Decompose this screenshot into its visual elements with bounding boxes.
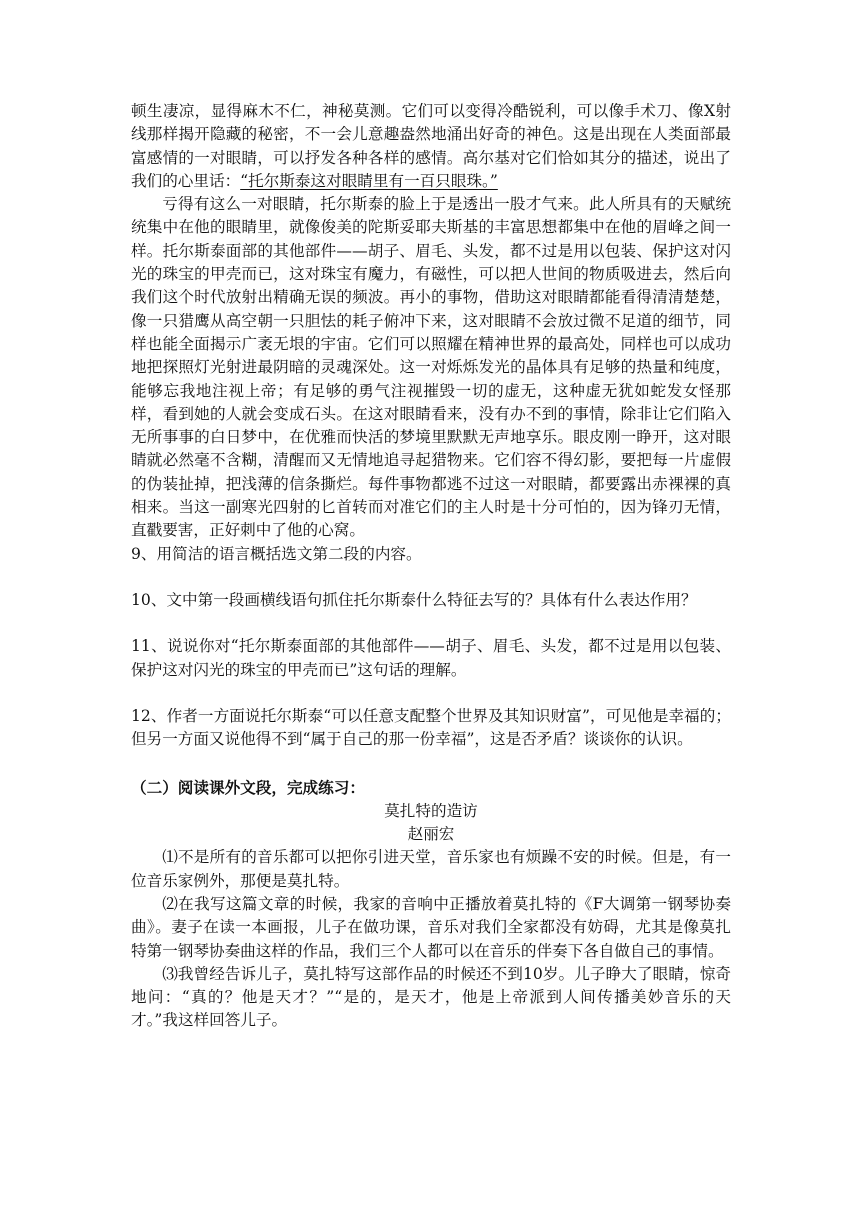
article-paragraph-2: ⑵在我写这篇文章的时候，我家的音响中正播放着莫扎特的《F大调第一钢琴协奏曲》。妻子在读一本画报，儿子在做功课，音乐对我们全家都没有妨碍，尤其是像莫扎特第一钢琴协奏曲这样的作品，我们三个人都可以在音乐的伴奏下各自做自己的事情。 xyxy=(131,894,731,960)
passage-paragraph-1 xyxy=(131,100,731,193)
article-paragraph-3: ⑶我曾经告诉儿子，莫扎特写这部作品的时候还不到10岁。儿子睁大了眼睛，惊奇地问：“真的？他是天才？”“是的，是天才，他是上帝派到人间传播美妙音乐的天才。”我这样回答儿子。 xyxy=(131,964,731,1030)
article-paragraph-1: ⑴不是所有的音乐都可以把你引进天堂，音乐家也有烦躁不安的时候。但是，有一位音乐家例外，那便是莫扎特。 xyxy=(131,848,731,890)
question-9: 9、用简洁的语言概括选文第二段的内容。 xyxy=(131,544,422,563)
answer-space xyxy=(131,682,731,705)
document-page xyxy=(131,100,731,1033)
section-heading: （二）阅读课外文段，完成练习： xyxy=(131,778,365,798)
passage-paragraph-2: 亏得有这么一对眼睛，托尔斯泰的脸上于是透出一股才气来。此人所具有的天赋统统集中在他的眼睛里，就像俊美的陀斯妥耶夫斯基的丰富思想都集中在他的眉峰之间一样。托尔斯泰面部的其他部件——胡子、眉毛、头发，都不过是用以包装、保护这对闪光的珠宝的甲壳而已，这对珠宝有魔力，有磁性，可以把人世间的物质吸进去，然后向我们这个时代放射出精确无误的频波。再小的事物，借助这对眼睛都能看得清清楚楚，像一只猎鹰从高空朝一只胆怯的耗子俯冲下来，这对眼睛不会放过微不足道的细节，同样也能全面揭示广袤无垠的宇宙。它们可以照耀在精神世界的最高处，同样也可以成功地把探照灯光射进最阴暗的灵魂深处。这一对烁烁发光的晶体具有足够的热量和纯度，能够忘我地注视上帝；有足够的勇气注视摧毁一切的虚无，这种虚无犹如蛇发女怪那样，看到她的人就会变成石头。在这对眼睛看来，没有办不到的事情，除非让它们陷入无所事事的白日梦中，在优雅而快活的梦境里默默无声地享乐。眼皮刚一睁开，这对眼睛就必然毫不含糊，清醒而又无情地追寻起猎物来。它们容不得幻影，要把每一片虚假的伪装扯掉，把浅薄的信条撕烂。每件事物都逃不过这一对眼睛，都要露出赤裸裸的真相来。当这一副寒光四射的匕首转而对准它们的主人时是十分可怕的，因为锋刃无情，直戳要害，正好刺中了他的心窝。 xyxy=(131,195,731,540)
paragraph-text: 顿生凄凉，显得麻木不仁，神秘莫测。它们可以变得冷酷锐利，可以像手术刀、像X射线那样揭开隐藏的秘密，不一会儿意趣盎然地涌出好奇的神色。这是出现在人类面部最富感情的一对眼睛，可以抒发各种各样的感情。高尔基对它们恰如其分的描述，说出了我们的心里话： xyxy=(131,102,731,190)
answer-space xyxy=(131,566,731,589)
question-12: 12、作者一方面说托尔斯泰“可以任意支配整个世界及其知识财富”，可见他是幸福的；但另一方面又说他得不到“属于自己的那一份幸福”，这是否矛盾？谈谈你的认识。 xyxy=(131,706,731,749)
question-10: 10、文中第一段画横线语句抓住托尔斯泰什么特征去写的？具体有什么表达作用？ xyxy=(131,590,697,609)
answer-space xyxy=(131,751,731,774)
article-author: 赵丽宏 xyxy=(407,825,455,844)
article-title: 莫扎特的造访 xyxy=(384,801,478,820)
question-11: 11、说说你对“托尔斯泰面部的其他部件——胡子、眉毛、头发，都不过是用以包装、保护这对闪光的珠宝的甲壳而已”这句话的理解。 xyxy=(131,637,731,679)
underlined-quote: “托尔斯泰这对眼睛里有一百只眼珠。” xyxy=(240,171,498,190)
answer-space xyxy=(131,612,731,635)
